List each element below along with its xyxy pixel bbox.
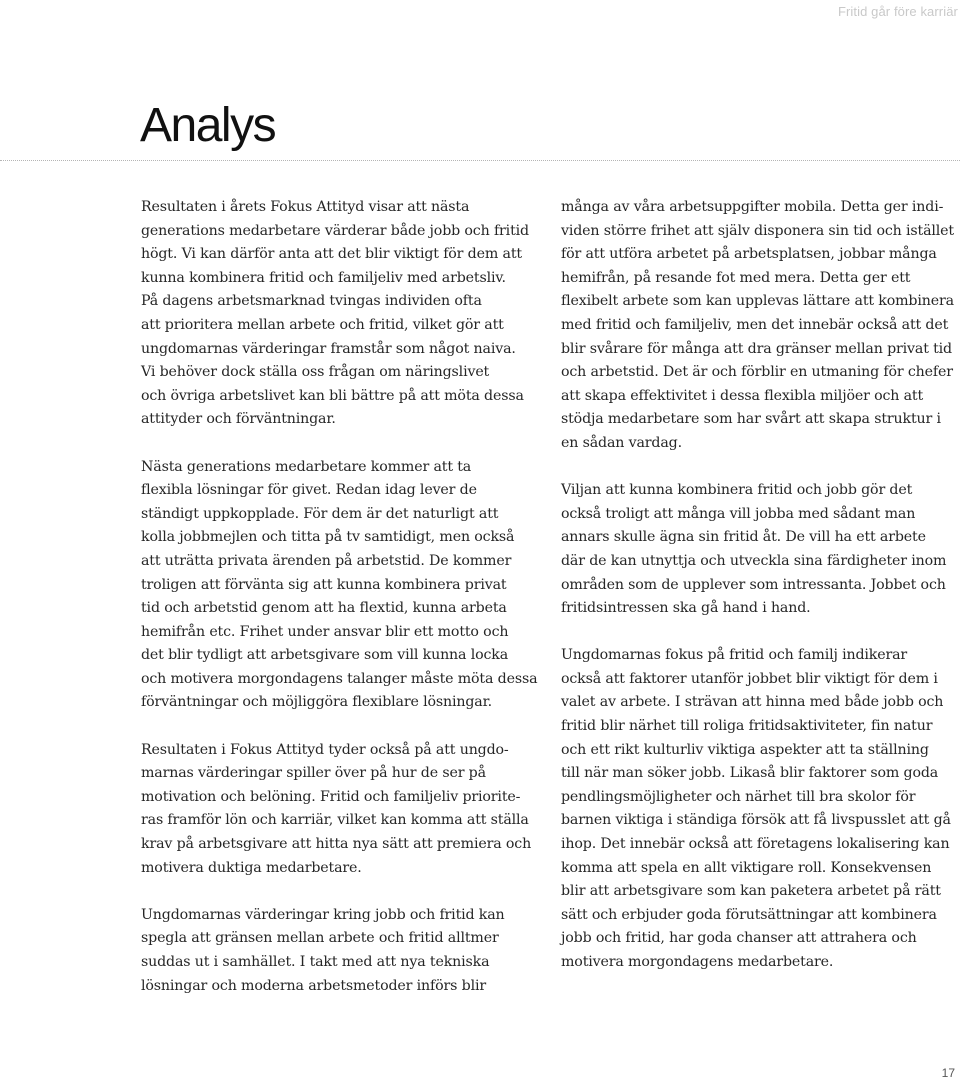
text-line: suddas ut i samhället. I takt med att nya tekniska [141, 954, 490, 970]
text-line: också troligt att många vill jobba med sådant man [561, 505, 916, 522]
text-line: Vi behöver dock ställa oss frågan om näringslivet [141, 364, 490, 381]
text-line: förväntningar och möjliggöra flexiblare lösningar. [141, 694, 493, 711]
text-line: blir svårare för många att dra gränser mellan privat tid [561, 340, 952, 357]
text-line: marnas värderingar spiller över på hur de ser på [141, 765, 486, 782]
text-line: tid och arbetstid genom att ha flextid, kunna arbeta [141, 600, 507, 617]
page-title: Analys [140, 99, 276, 152]
text-line: att prioritera mellan arbete och fritid, vilket gör att [141, 316, 504, 333]
text-line: Resultaten i Fokus Attityd tyder också på att ungdo- [141, 741, 509, 758]
text-line: På dagens arbetsmarknad tvingas individen ofta [141, 293, 482, 310]
text-line: och övriga arbetslivet kan bli bättre på att möta dessa [141, 387, 524, 404]
text-line: ständigt uppkopplade. För dem är det naturligt att [141, 505, 499, 522]
text-line: hemifrån etc. Frihet under ansvar blir ett motto och [141, 623, 509, 640]
text-line: annars skulle ägna sin fritid åt. De vill ha ett arbete [561, 529, 926, 546]
text-line: att skapa effektivitet i dessa flexibla miljöer och att [561, 387, 924, 404]
paragraph [141, 456, 541, 716]
text-line: ras framför lön och karriär, vilket kan komma att ställa [141, 812, 529, 829]
left-column [141, 196, 541, 1022]
text-line: flexibla lösningar för givet. Redan idag lever de [141, 482, 477, 499]
text-line: och ett rikt kulturliv viktiga aspekter att ta ställning [561, 741, 929, 758]
text-line: blir att arbetsgivare som kan paketera arbetet på rätt [561, 883, 941, 900]
text-line: kolla jobbmejlen och titta på tv samtidigt, men också [141, 529, 515, 546]
text-line: och motivera morgondagens talanger måste möta dessa [141, 670, 538, 687]
text-line: för att utföra arbetet på arbetsplatsen, jobbar många [561, 246, 937, 263]
paragraph [561, 196, 960, 456]
right-column [561, 196, 960, 998]
text-line: med fritid och familjeliv, men det innebär också att det [561, 316, 949, 333]
text-line: flexibelt arbete som kan upplevas lättare att kombinera [561, 293, 954, 310]
text-line: där de kan utnyttja och utveckla sina färdigheter inom [561, 552, 947, 569]
text-line: krav på arbetsgivare att hitta nya sätt att premiera och [141, 836, 532, 853]
title-divider [0, 160, 960, 161]
paragraph [561, 644, 960, 974]
text-line: fritid blir närhet till roliga fritidsaktiviteter, fin natur [561, 718, 933, 735]
text-line: barnen viktiga i ständiga försök att få livspusslet att gå [561, 812, 951, 829]
text-line: valet av arbete. I strävan att hinna med både jobb och [561, 694, 944, 711]
text-line: jobb och fritid, har goda chanser att attrahera och [561, 930, 917, 947]
text-line: att uträtta privata ärenden på arbetstid. De kommer [141, 552, 512, 569]
text-line: attityder och förväntningar. [141, 411, 336, 428]
text-line: och arbetstid. Det är och förblir en utmaning för chefer [561, 364, 953, 381]
text-line: också att faktorer utanför jobbet blir viktigt för dem i [561, 670, 938, 687]
text-line: områden som de upplever som intressanta. Jobbet och [561, 576, 946, 593]
text-line: Ungdomarnas fokus på fritid och familj indikerar [561, 647, 908, 664]
paragraph [141, 904, 541, 998]
text-line: högt. Vi kan därför anta att det blir viktigt för dem att [141, 246, 522, 263]
paragraph [561, 479, 960, 621]
text-line: hemifrån, på resande fot med mera. Detta ger ett [561, 269, 911, 286]
text-line: ungdomarnas värderingar framstår som något naiva. [141, 340, 516, 357]
text-line: spegla att gränsen mellan arbete och fritid alltmer [141, 930, 499, 947]
text-line: en sådan vardag. [561, 434, 682, 451]
text-line: Ungdomarnas värderingar kring jobb och fritid kan [141, 906, 505, 923]
running-header: Fritid går före karriär [837, 4, 958, 19]
text-line: till när man söker jobb. Likaså blir faktorer som goda [561, 765, 939, 782]
text-line: Resultaten i årets Fokus Attityd visar att nästa [141, 199, 470, 215]
text-line: generations medarbetare värderar både jobb och fritid [141, 222, 529, 239]
text-line: det blir tydligt att arbetsgivare som vill kunna locka [141, 647, 509, 664]
text-line: kunna kombinera fritid och familjeliv med arbetsliv. [141, 269, 506, 286]
paragraph [141, 739, 541, 881]
text-line: Viljan att kunna kombinera fritid och jobb gör det [561, 482, 913, 499]
text-line: stödja medarbetare som har svårt att skapa struktur i [561, 411, 941, 428]
text-line: fritidsintressen ska gå hand i hand. [561, 600, 811, 617]
text-line: sätt och erbjuder goda förutsättningar att kombinera [561, 906, 937, 923]
text-line: motivera duktiga medarbetare. [141, 859, 362, 876]
paragraph [141, 196, 541, 432]
text-line: ihop. Det innebär också att företagens lokalisering kan [561, 836, 950, 853]
text-line: viden större frihet att själv disponera sin tid och istället [561, 222, 954, 239]
page-number: 17 [941, 1066, 955, 1080]
text-line: komma att spela en allt viktigare roll. Konsekvensen [561, 859, 932, 876]
text-line: Nästa generations medarbetare kommer att ta [141, 458, 472, 475]
text-line: motivation och belöning. Fritid och familjeliv priorite- [141, 788, 521, 805]
text-line: motivera morgondagens medarbetare. [561, 954, 834, 970]
text-line: lösningar och moderna arbetsmetoder införs blir [141, 977, 486, 994]
text-line: troligen att förvänta sig att kunna kombinera privat [141, 576, 507, 593]
text-line: många av våra arbetsuppgifter mobila. Detta ger indi- [561, 199, 944, 215]
text-line: pendlingsmöjligheter och närhet till bra skolor för [561, 788, 916, 805]
